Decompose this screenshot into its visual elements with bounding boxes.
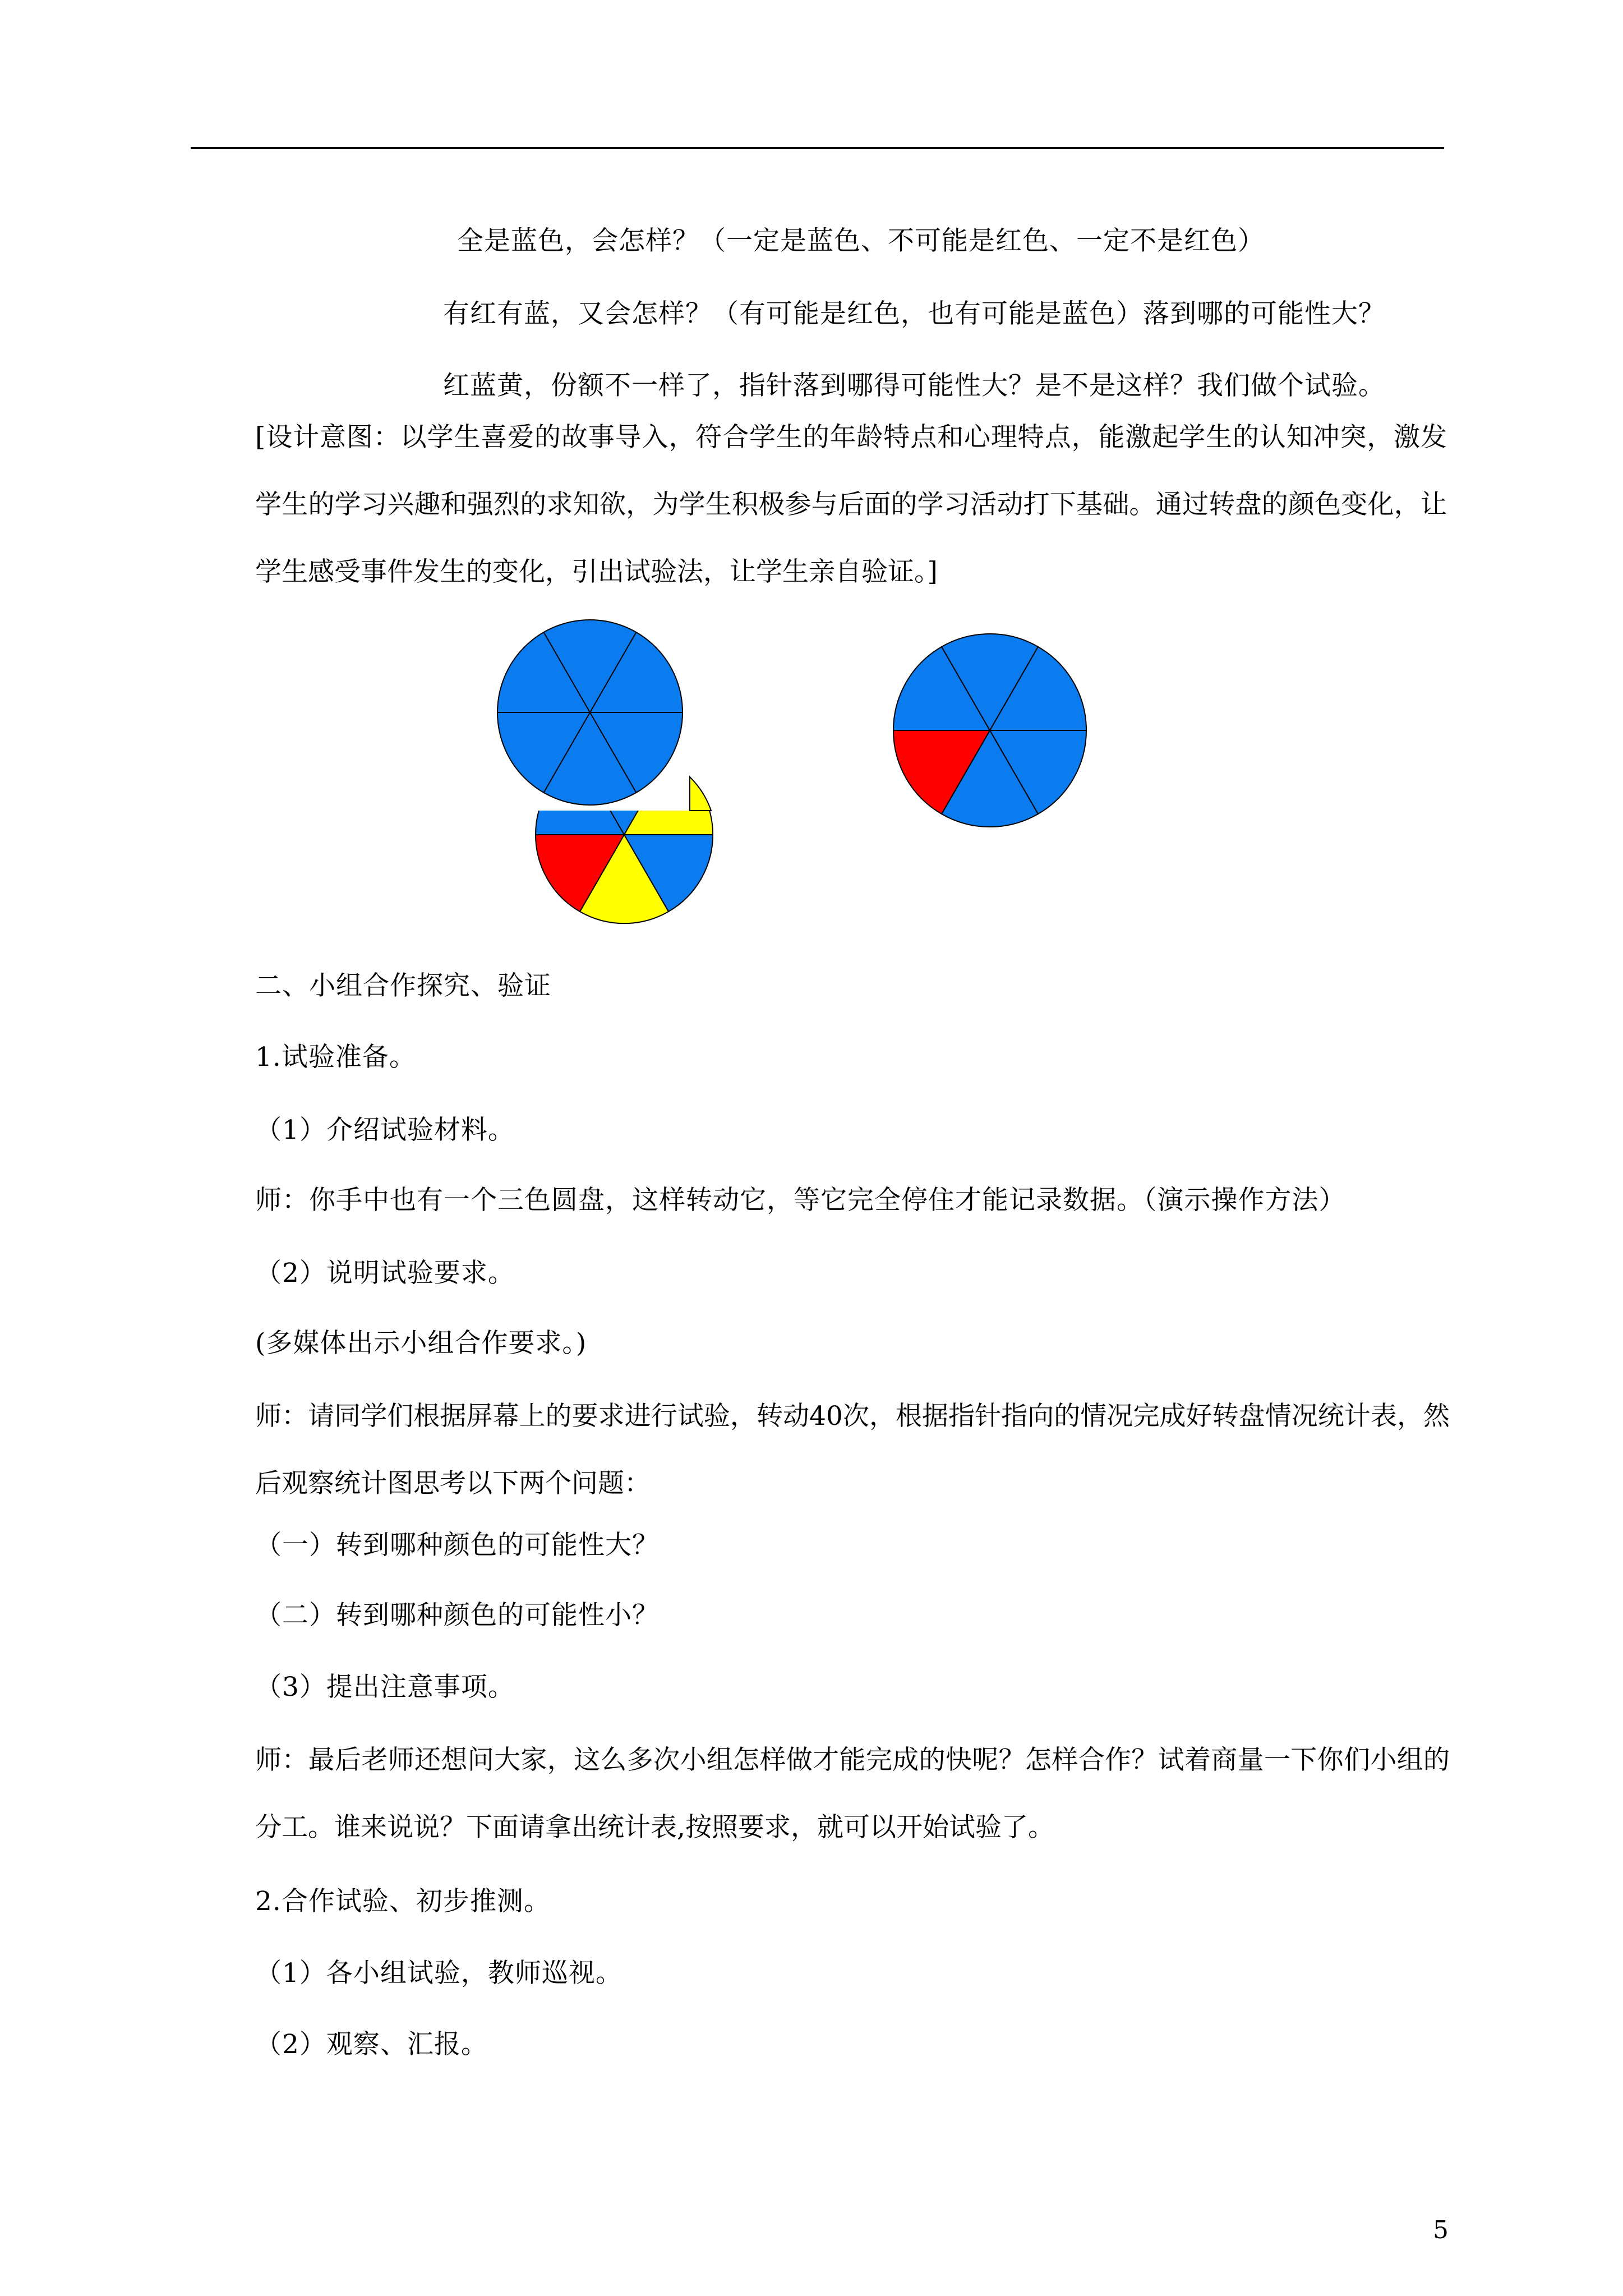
multimedia-note: (多媒体出示小组合作要求。) — [255, 1328, 587, 1359]
step-2-heading: 2.合作试验、初步推测。 — [255, 1886, 551, 1917]
page-number: 5 — [1433, 2216, 1449, 2244]
text-line-red-blue: 有红有蓝，又会怎样？（有可能是红色，也有可能是蓝色）落到哪的可能性大？ — [443, 298, 1385, 329]
design-intent-paragraph: [设计意图：以学生喜爱的故事导入，符合学生的年龄特点和心理特点，能激起学生的认知冲突，激发学生的学习兴趣和强烈的求知欲，为学生积极参与后面的学习活动打下基础。通过转盘的颜色变化，让学生感受事件发生的变化，引出试验法，让学生亲自验证。] — [255, 422, 1447, 587]
teacher-line-2: 师：请同学们根据屏幕上的要求进行试验，转动40次，根据指针指向的情况完成好转盘情况统计表，然后观察统计图思考以下两个问题： — [255, 1401, 1450, 1499]
step-1-3: （3）提出注意事项。 — [255, 1672, 515, 1703]
question-1: （一）转到哪种颜色的可能性大？ — [255, 1530, 659, 1561]
spinner-red-blue — [893, 634, 1086, 827]
step-2-1: （1）各小组试验，教师巡视。 — [255, 1958, 623, 1989]
step-1-2: （2）说明试验要求。 — [255, 1258, 515, 1289]
step-1-heading: 1.试验准备。 — [255, 1042, 416, 1073]
spinner-all-blue — [497, 620, 683, 805]
question-2: （二）转到哪种颜色的可能性小？ — [255, 1600, 659, 1631]
teacher-line-1: 师：你手中也有一个三色圆盘，这样转动它，等它完全停住才能记录数据。（演示操作方法） — [255, 1185, 1346, 1216]
step-1-1: （1）介绍试验材料。 — [255, 1115, 515, 1145]
step-2-2: （2）观察、汇报。 — [255, 2029, 488, 2060]
spinner-figures — [0, 0, 1623, 954]
teacher-line-3: 师：最后老师还想问大家，这么多次小组怎样做才能完成的快呢？怎样合作？试着商量一下你们小组的分工。谁来说说？下面请拿出统计表,按照要求，就可以开始试验了。 — [255, 1745, 1450, 1843]
section-heading-group-work: 二、小组合作探究、验证 — [255, 970, 551, 1001]
text-line-all-blue: 全是蓝色，会怎样？（一定是蓝色、不可能是红色、一定不是红色） — [457, 226, 1265, 256]
text-line-red-blue-yellow: 红蓝黄，份额不一样了，指针落到哪得可能性大？是不是这样？我们做个试验。 — [443, 370, 1385, 401]
